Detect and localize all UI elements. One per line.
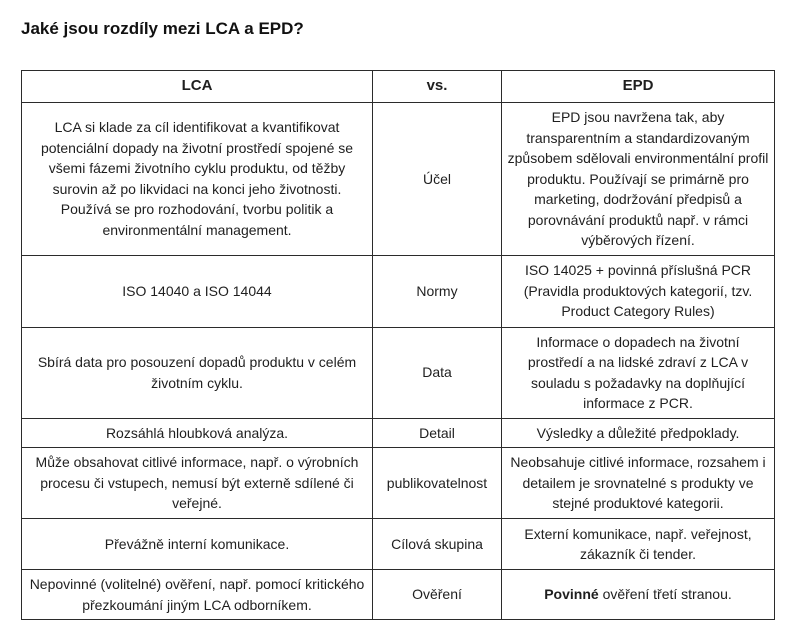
header-epd: EPD xyxy=(502,71,775,103)
epd-cell: EPD jsou navržena tak, aby transparentním a standardizovaným způsobem sdělovali environmentální profil produktu. Používají se primárně pro marketing, dodržování předpisů a porovnávání produktů např. v rámci výběrových řízení. xyxy=(502,103,775,256)
lca-cell: Sbírá data pro posouzení dopadů produktu v celém životním cyklu. xyxy=(22,327,373,418)
aspect-cell: Ověření xyxy=(373,570,502,620)
table-header-row xyxy=(22,71,775,103)
epd-cell: Informace o dopadech na životní prostředí a na lidské zdraví z LCA v souladu s požadavky na doplňující informace z PCR. xyxy=(502,327,775,418)
table-row xyxy=(22,103,775,256)
lca-cell: Může obsahovat citlivé informace, např. o výrobních procesu či vstupech, nemusí být externě sdílené či veřejné. xyxy=(22,448,373,519)
comparison-table xyxy=(21,70,775,620)
lca-cell: Nepovinné (volitelné) ověření, např. pomocí kritického přezkoumání jiným LCA odborníkem. xyxy=(22,570,373,620)
header-vs: vs. xyxy=(373,71,502,103)
table-row xyxy=(22,519,775,570)
lca-cell: Převážně interní komunikace. xyxy=(22,519,373,570)
header-lca: LCA xyxy=(22,71,373,103)
table-row xyxy=(22,448,775,519)
epd-cell-text: ověření třetí stranou. xyxy=(598,586,732,603)
epd-cell: Neobsahuje citlivé informace, rozsahem i detailem je srovnatelné s produkty ve stejné produktové kategorii. xyxy=(502,448,775,519)
epd-cell: Externí komunikace, např. veřejnost, zákazník či tender. xyxy=(502,519,775,570)
aspect-cell: Data xyxy=(373,327,502,418)
mandatory-emphasis: Povinné xyxy=(544,586,599,603)
aspect-cell: publikovatelnost xyxy=(373,448,502,519)
table-row xyxy=(22,570,775,620)
table-row xyxy=(22,327,775,418)
aspect-cell: Normy xyxy=(373,255,502,327)
lca-cell: Rozsáhlá hloubková analýza. xyxy=(22,418,373,448)
table-row xyxy=(22,255,775,327)
aspect-cell: Cílová skupina xyxy=(373,519,502,570)
lca-cell: LCA si klade za cíl identifikovat a kvantifikovat potenciální dopady na životní prostředí spojené se všemi fázemi životního cyklu produktu, od těžby surovin až po likvidaci na konci jeho životnosti. Používá se pro rozhodování, tvorbu politik a environmentální management. xyxy=(22,103,373,256)
aspect-cell: Účel xyxy=(373,103,502,256)
epd-cell: Výsledky a důležité předpoklady. xyxy=(502,418,775,448)
page-title: Jaké jsou rozdíly mezi LCA a EPD? xyxy=(21,19,304,38)
lca-cell: ISO 14040 a ISO 14044 xyxy=(22,255,373,327)
table-row xyxy=(22,418,775,448)
epd-cell: ISO 14025 + povinná příslušná PCR (Pravidla produktových kategorií, tzv. Product Category Rules) xyxy=(502,255,775,327)
aspect-cell: Detail xyxy=(373,418,502,448)
epd-cell xyxy=(502,570,775,620)
